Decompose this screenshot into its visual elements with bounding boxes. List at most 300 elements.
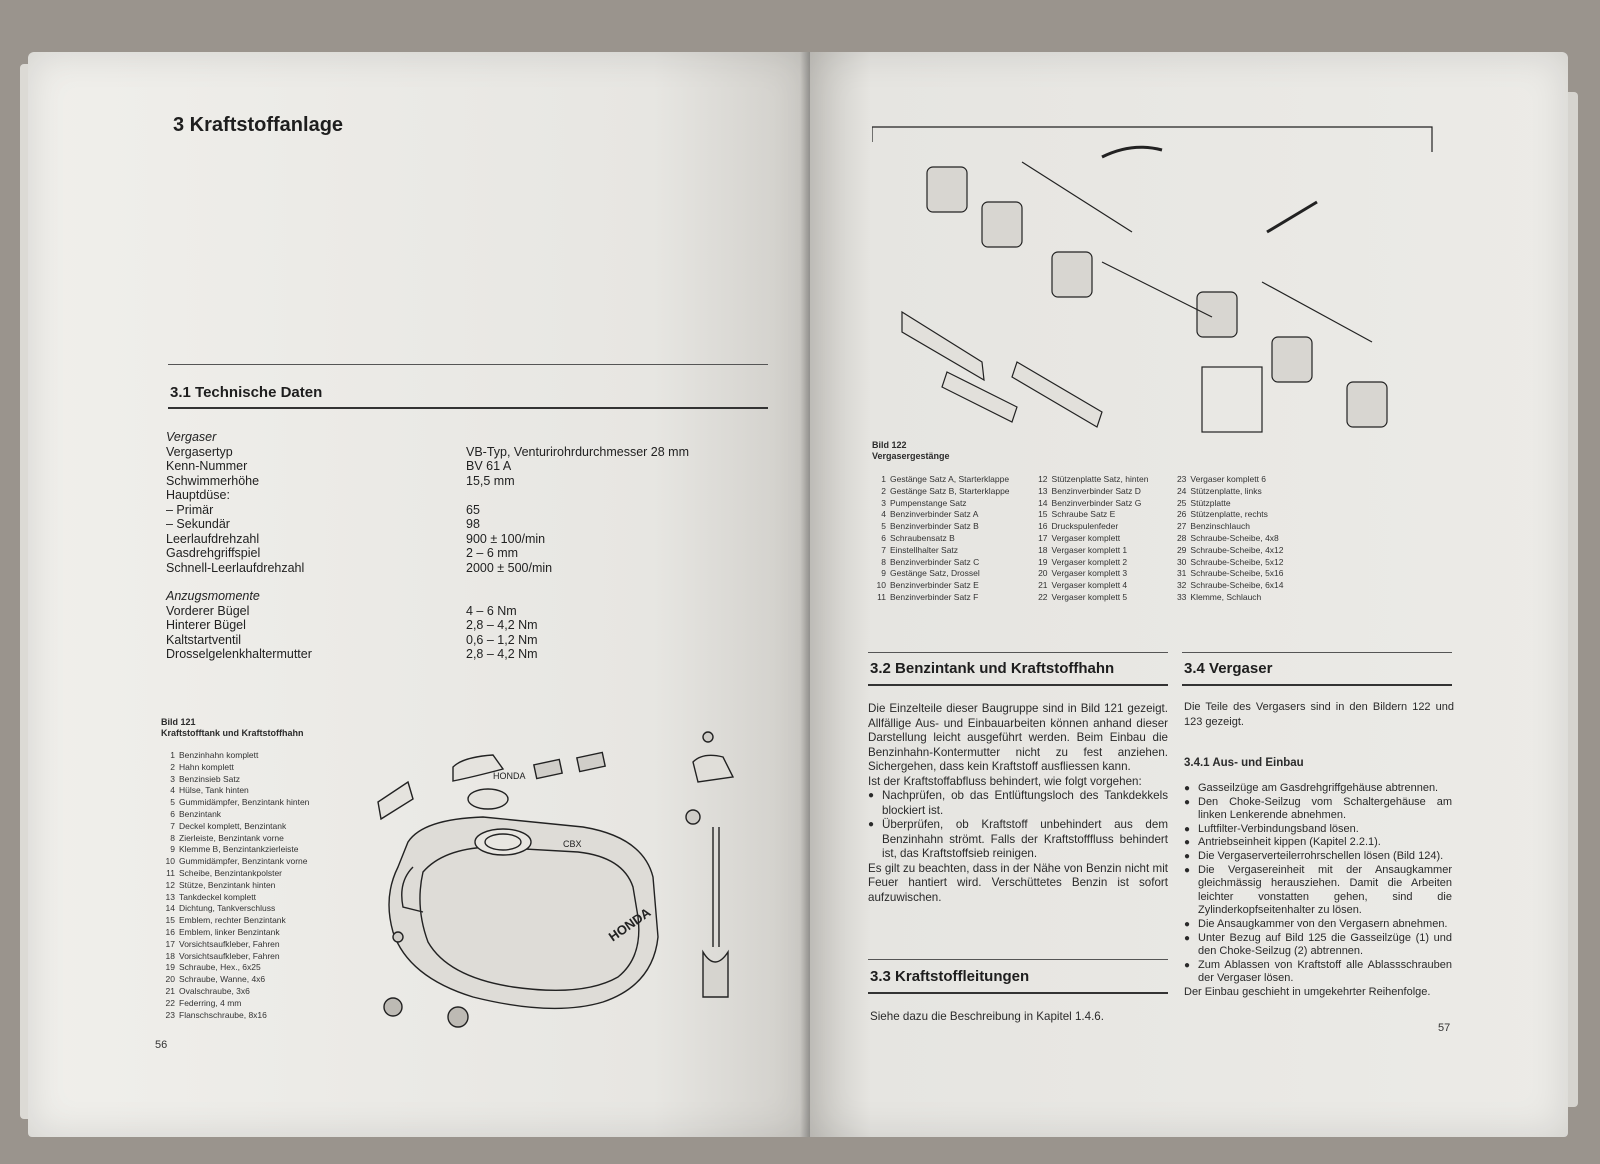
- legend-text: Benzinverbinder Satz E: [890, 580, 979, 591]
- linkage-rod-1: [1022, 162, 1132, 232]
- legend-text: Schraube, Hex., 6x25: [179, 962, 261, 973]
- legend-number: 27: [1176, 521, 1187, 532]
- legend-text: Schraube-Scheibe, 6x14: [1190, 580, 1284, 591]
- legend-text: Vergaser komplett 3: [1051, 568, 1128, 579]
- legend-number: 20: [165, 974, 175, 985]
- legend-item: [872, 568, 1010, 580]
- legend-item: [161, 892, 309, 904]
- legend-number: 14: [165, 903, 175, 914]
- legend-item: [161, 1010, 309, 1022]
- carburetor-2: [982, 202, 1022, 247]
- legend-text: Emblem, rechter Benzintank: [179, 915, 286, 926]
- tech-label: Hinterer Bügel: [166, 618, 246, 632]
- legend-number: 17: [165, 938, 175, 949]
- legend-item: [161, 797, 309, 809]
- tech-row: [166, 633, 726, 648]
- legend-text: Dichtung, Tankverschluss: [179, 903, 276, 914]
- legend-text: Schraube, Wanne, 4x6: [179, 974, 266, 985]
- legend-column: [872, 474, 1010, 604]
- bullet-item: ● Die Vergasereinheit mit der Ansaugkammer gleichmässig herausziehen. Damit die Arbeiten leichter vonstatten gehen, sind die Zylinderkopfseitenhalter zu lösen.: [1184, 864, 1452, 918]
- legend-number: 12: [165, 879, 175, 890]
- tech-row: [166, 430, 726, 445]
- legend-text: Schraube-Scheibe, 4x12: [1190, 544, 1284, 555]
- legend-number: 16: [165, 926, 175, 937]
- legend-item: [1172, 474, 1283, 486]
- support-plate-right: [1012, 362, 1102, 427]
- legend-item: [1034, 533, 1149, 545]
- fuel-hose-2: [1267, 202, 1317, 232]
- legend-number: 25: [1176, 497, 1187, 508]
- legend-number: 11: [166, 867, 175, 878]
- legend-item: [1172, 509, 1283, 521]
- tech-row: [166, 589, 726, 604]
- tech-label: Gasdrehgriffspiel: [166, 546, 261, 560]
- legend-item: [161, 750, 309, 762]
- section-33-rule: [868, 992, 1168, 994]
- legend-item: [161, 821, 309, 833]
- carburetor-1: [927, 167, 967, 212]
- legend-item: [872, 533, 1010, 545]
- rubber-damper: [686, 810, 700, 824]
- legend-text: Hahn komplett: [179, 761, 234, 772]
- legend-item: [161, 951, 309, 963]
- tech-row: [166, 517, 726, 532]
- legend-item: [872, 486, 1010, 498]
- tech-row: [166, 647, 726, 662]
- tech-value: [466, 575, 726, 589]
- legend-item: [161, 939, 309, 951]
- legend-item: [161, 974, 309, 986]
- carburetor-5: [1272, 337, 1312, 382]
- legend-item: [1172, 498, 1283, 510]
- legend-text: Benzinschlauch: [1190, 521, 1250, 532]
- legend-number: 18: [165, 950, 175, 961]
- legend-item: [161, 986, 309, 998]
- legend-text: Hülse, Tank hinten: [179, 785, 249, 796]
- section-32-body: [868, 702, 1168, 905]
- legend-number: 22: [165, 997, 175, 1008]
- warning-sticker-2: [577, 752, 605, 771]
- tech-label: Kaltstartventil: [166, 632, 242, 647]
- tank-brand-label: HONDA: [493, 771, 526, 781]
- tech-value: BV 61 A: [466, 459, 512, 473]
- right-page: [810, 52, 1568, 1137]
- section-341-title: 3.4.1 Aus- und Einbau: [1184, 757, 1304, 769]
- section-rule-top: [168, 364, 768, 365]
- legend-text: Schraube-Scheibe, 5x16: [1190, 568, 1284, 579]
- legend-text: Ovalschraube, 3x6: [179, 985, 250, 996]
- legend-item: [161, 785, 309, 797]
- legend-item: [161, 809, 309, 821]
- fig121-number: Bild 121: [161, 717, 196, 727]
- legend-number: 7: [170, 820, 175, 831]
- detail-box: [1202, 367, 1262, 432]
- legend-item: [1034, 498, 1149, 510]
- legend-text: Klemme B, Benzintankzierleiste: [179, 844, 299, 855]
- legend-text: Gummidämpfer, Benzintank vorne: [179, 856, 308, 867]
- legend-item: [161, 833, 309, 845]
- tank-badge-label: CBX: [563, 839, 582, 849]
- legend-number: 21: [1038, 580, 1048, 591]
- legend-item: [872, 545, 1010, 557]
- section-34-title: 3.4 Vergaser: [1184, 660, 1273, 677]
- tech-row: [166, 546, 726, 561]
- legend-item: [1034, 486, 1149, 498]
- legend-number: 9: [170, 844, 175, 855]
- fuel-hose: [1102, 147, 1162, 157]
- bullet-item: ● Die Ansaugkammer von den Vergasern abnehmen.: [1184, 918, 1452, 932]
- tech-row: [166, 532, 726, 547]
- legend-text: Benzinsieb Satz: [179, 773, 240, 784]
- legend-item: [161, 856, 309, 868]
- legend-text: Klemme, Schlauch: [1190, 591, 1262, 602]
- bullet-item: ● Unter Bezug auf Bild 125 die Gasseilzüge (1) und den Choke-Seilzug (2) abtrennen.: [1184, 932, 1452, 959]
- bullet-item: ● Zum Ablassen von Kraftstoff alle Ablassschrauben der Vergaser lösen.: [1184, 959, 1452, 986]
- legend-text: Benzinverbinder Satz F: [890, 591, 979, 602]
- legend-item: [1172, 580, 1283, 592]
- tech-row: [166, 474, 726, 489]
- legend-text: Gestänge Satz B, Starterklappe: [890, 485, 1010, 496]
- legend-number: 20: [1038, 568, 1048, 579]
- rear-bracket: [693, 755, 733, 782]
- legend-number: 9: [881, 568, 886, 579]
- bullet-item: ● Die Vergaserverteilerrohrschellen lösen (Bild 124).: [1184, 850, 1452, 864]
- fig122-legend: [872, 474, 1284, 604]
- legend-text: Benzinverbinder Satz G: [1051, 497, 1142, 508]
- chapter-title: 3 Kraftstoffanlage: [173, 114, 344, 136]
- tech-label: Drosselgelenkhaltermutter: [166, 647, 312, 661]
- legend-text: Vergaser komplett 6: [1190, 474, 1267, 484]
- legend-text: Federring, 4 mm: [179, 997, 242, 1008]
- legend-text: Vorsichtsaufkleber, Fahren: [179, 950, 280, 961]
- carburetor-4: [1197, 292, 1237, 337]
- bullet-item: ● Luftfilter-Verbindungsband lösen.: [1184, 823, 1452, 837]
- tech-value: [466, 488, 726, 503]
- tech-data-table: [166, 430, 726, 662]
- legend-text: Benzinhahn komplett: [179, 750, 259, 760]
- legend-number: 21: [165, 985, 175, 996]
- tech-label: Schnell-Leerlaufdrehzahl: [166, 560, 305, 575]
- legend-number: 5: [881, 521, 886, 532]
- legend-number: 3: [170, 773, 175, 784]
- legend-column: [1034, 474, 1149, 604]
- legend-text: Benzinverbinder Satz C: [890, 556, 980, 567]
- legend-item: [1172, 557, 1283, 569]
- legend-text: Vergaser komplett 2: [1051, 556, 1128, 567]
- section-32-intro: Ist der Kraftstoffabfluss behindert, wie folgt vorgehen:: [868, 774, 1142, 788]
- legend-text: Benzintank: [179, 808, 222, 819]
- trim-strip-part: [378, 782, 413, 819]
- fig122-number: Bild 122: [872, 440, 907, 450]
- legend-number: 1: [881, 474, 886, 484]
- legend-item: [161, 880, 309, 892]
- section-33-title: 3.3 Kraftstoffleitungen: [870, 968, 1030, 985]
- fig122-title: Vergasergestänge: [872, 451, 950, 461]
- legend-item: [1034, 568, 1149, 580]
- section-rule: [168, 407, 768, 409]
- legend-item: [872, 474, 1010, 486]
- tech-label: Schwimmerhöhe: [166, 473, 260, 488]
- section-34-rule-top: [1182, 652, 1452, 653]
- legend-text: Vergaser komplett 1: [1051, 544, 1128, 555]
- legend-number: 22: [1038, 591, 1048, 602]
- section-32-rule-top: [868, 652, 1168, 653]
- page-number-left: 56: [155, 1039, 168, 1051]
- legend-text: Benzinverbinder Satz B: [890, 521, 979, 532]
- legend-item: [1034, 557, 1149, 569]
- tech-row: [166, 575, 726, 589]
- legend-number: 23: [165, 1009, 175, 1020]
- legend-number: 14: [1038, 497, 1048, 508]
- legend-number: 13: [1038, 485, 1048, 496]
- legend-item: [872, 592, 1010, 604]
- tech-value: 0,6 – 1,2 Nm: [466, 632, 538, 647]
- tech-label: Vorderer Bügel: [166, 603, 250, 618]
- legend-item: [161, 903, 309, 915]
- tech-row: [166, 503, 726, 518]
- legend-number: 24: [1176, 485, 1187, 496]
- legend-item: [1172, 592, 1283, 604]
- legend-item: [161, 774, 309, 786]
- legend-number: 11: [877, 591, 886, 602]
- legend-text: Stützenplatte, rechts: [1190, 509, 1268, 520]
- section-341-end: Der Einbau geschieht in umgekehrter Reihenfolge.: [1184, 985, 1431, 998]
- tech-value: [466, 430, 726, 445]
- section-31-title: 3.1 Technische Daten: [170, 384, 323, 401]
- fig122-caption: [872, 440, 950, 462]
- open-book: [28, 52, 1568, 1137]
- fig121-diagram: [353, 707, 793, 1047]
- tech-value: 2,8 – 4,2 Nm: [466, 618, 538, 632]
- legend-number: 3: [881, 497, 886, 508]
- legend-number: 1: [170, 750, 175, 760]
- legend-number: 5: [170, 797, 175, 808]
- tech-label: Kenn-Nummer: [166, 459, 248, 473]
- legend-column: [161, 750, 309, 1021]
- tech-row: [166, 604, 726, 619]
- legend-column: [1172, 474, 1283, 604]
- linkage-rod-2: [1102, 262, 1212, 317]
- clamp-part: [393, 932, 403, 942]
- tech-value: [466, 589, 726, 604]
- legend-text: Vergaser komplett: [1051, 532, 1121, 543]
- fig121-caption: [161, 717, 304, 739]
- section-34-text: Die Teile des Vergasers sind in den Bildern 122 und 123 gezeigt.: [1184, 701, 1454, 728]
- legend-item: [1172, 533, 1283, 545]
- damper-top: [703, 732, 713, 742]
- legend-text: Schraubensatz B: [890, 532, 955, 543]
- fuel-tap-body: [703, 952, 728, 997]
- legend-item: [161, 998, 309, 1010]
- legend-item: [872, 509, 1010, 521]
- legend-number: 29: [1176, 544, 1187, 555]
- section-34-rule: [1182, 684, 1452, 686]
- fig122-diagram: [872, 122, 1462, 442]
- tech-label: – Sekundär: [166, 517, 230, 531]
- tank-emblem-label: HONDA: [605, 904, 654, 945]
- legend-number: 2: [881, 485, 886, 496]
- legend-text: Vergaser komplett 5: [1051, 591, 1128, 602]
- legend-text: Gestänge Satz A, Starterklappe: [890, 474, 1010, 484]
- tech-row: [166, 459, 726, 474]
- tech-row: [166, 618, 726, 633]
- legend-item: [161, 915, 309, 927]
- legend-item: [1034, 545, 1149, 557]
- tech-label: – Primär: [166, 502, 214, 517]
- section-32-rule: [868, 684, 1168, 686]
- legend-number: 28: [1176, 532, 1187, 543]
- legend-item: [1034, 592, 1149, 604]
- legend-text: Gestänge Satz, Drossel: [890, 568, 980, 579]
- legend-text: Schraube Satz E: [1051, 509, 1116, 520]
- fig121-title: Kraftstofftank und Kraftstoffhahn: [161, 728, 304, 738]
- bullet-item: ● Antriebseinheit kippen (Kapitel 2.2.1).: [1184, 836, 1452, 850]
- legend-text: Tankdeckel komplett: [179, 891, 257, 902]
- damper-front-1: [384, 998, 402, 1016]
- legend-item: [161, 962, 309, 974]
- legend-text: Schraube-Scheibe, 4x8: [1190, 532, 1279, 543]
- section-341-bullets: [1184, 782, 1452, 986]
- legend-number: 8: [881, 556, 886, 567]
- legend-text: Pumpenstange Satz: [890, 497, 967, 508]
- tech-label: Vergasertyp: [166, 444, 233, 459]
- tech-row: [166, 561, 726, 576]
- tech-value: 2000 ± 500/min: [466, 560, 553, 575]
- tech-label: Leerlaufdrehzahl: [166, 531, 260, 546]
- legend-number: 16: [1038, 521, 1048, 532]
- legend-text: Stützenplatte Satz, hinten: [1051, 474, 1149, 484]
- support-plate-left: [902, 312, 984, 380]
- legend-number: 30: [1176, 556, 1187, 567]
- legend-number: 15: [165, 915, 175, 926]
- legend-number: 10: [876, 580, 886, 591]
- tech-label: Anzugsmomente: [166, 589, 260, 603]
- section-32-warning: Es gilt zu beachten, dass in der Nähe von Benzin nicht mit Feuer hantiert wird. Verschüttetes Benzin ist sofort aufzuwischen.: [868, 861, 1168, 904]
- legend-item: [161, 868, 309, 880]
- section-33-text: Siehe dazu die Beschreibung in Kapitel 1.4.6.: [870, 1010, 1104, 1023]
- tech-label: Hauptdüse:: [166, 488, 230, 502]
- legend-item: [1034, 521, 1149, 533]
- legend-number: 13: [165, 891, 175, 902]
- legend-item: [1034, 580, 1149, 592]
- legend-number: 33: [1176, 591, 1187, 602]
- legend-number: 10: [165, 856, 175, 867]
- legend-number: 7: [881, 544, 886, 555]
- section-341-body: [1184, 782, 1452, 1000]
- legend-item: [872, 580, 1010, 592]
- legend-text: Stützenplatte, links: [1190, 485, 1262, 496]
- section-32-bullets: [868, 789, 1168, 862]
- tech-value: 900 ± 100/min: [466, 531, 546, 546]
- legend-number: 18: [1038, 544, 1048, 555]
- legend-text: Vorsichtsaufkleber, Fahren: [179, 938, 280, 949]
- bullet-item: ● Nachprüfen, ob das Entlüftungsloch des Tankdekkels blockiert ist.: [868, 789, 1168, 818]
- legend-number: 26: [1176, 509, 1187, 520]
- legend-item: [161, 762, 309, 774]
- legend-text: Stütze, Benzintank hinten: [179, 879, 276, 890]
- carburetor-6: [1347, 382, 1387, 427]
- legend-item: [1172, 545, 1283, 557]
- damper-front-2: [448, 1007, 468, 1027]
- bullet-item: ● Gasseilzüge am Gasdrehgriffgehäuse abtrennen.: [1184, 782, 1452, 796]
- tank-filler-opening: [475, 829, 531, 855]
- legend-number: 19: [1038, 556, 1048, 567]
- legend-number: 4: [881, 509, 886, 520]
- tech-value: VB-Typ, Venturirohrdurchmesser 28 mm: [466, 444, 689, 459]
- legend-text: Scheibe, Benzintankpolster: [179, 867, 283, 878]
- section-32-title: 3.2 Benzintank und Kraftstoffhahn: [870, 660, 1115, 677]
- legend-item: [1172, 521, 1283, 533]
- linkage-rod-3: [1262, 282, 1372, 342]
- legend-item: [872, 557, 1010, 569]
- legend-number: 2: [170, 761, 175, 772]
- legend-number: 6: [881, 532, 886, 543]
- legend-number: 17: [1038, 532, 1048, 543]
- legend-item: [872, 521, 1010, 533]
- legend-item: [161, 927, 309, 939]
- section-32-paragraph: Die Einzelteile dieser Baugruppe sind in Bild 121 gezeigt. Allfällige Aus- und Einbauarbeiten können anhand dieser Darstellung leicht ausgeführt werden. Beim Einbau die Benzinhahn-Kontermutter nicht zu fest anziehen. Sichergehen, dass kein Kraftstoff ausfliessen kann.: [868, 702, 1168, 773]
- legend-text: Stützplatte: [1190, 497, 1231, 508]
- carburetor-3: [1052, 252, 1092, 297]
- legend-number: 15: [1038, 509, 1048, 520]
- bullet-item: ● Den Choke-Seilzug vom Schaltergehäuse am linken Lenkerende abnehmen.: [1184, 796, 1452, 823]
- legend-item: [161, 844, 309, 856]
- legend-text: Druckspulenfeder: [1051, 521, 1119, 532]
- legend-number: 19: [165, 962, 175, 973]
- warning-sticker-1: [534, 759, 562, 778]
- bullet-item: ● Überprüfen, ob Kraftstoff unbehindert aus dem Benzinhahn strömt. Falls der Kraftstofffluss behindert ist, das Kraftstoffsieb reinigen.: [868, 818, 1168, 862]
- legend-text: Flanschschraube, 8x16: [179, 1009, 267, 1020]
- legend-item: [872, 498, 1010, 510]
- legend-text: Benzinverbinder Satz A: [890, 509, 979, 520]
- legend-text: Gummidämpfer, Benzintank hinten: [179, 797, 310, 808]
- tech-label: Vergaser: [166, 430, 217, 444]
- left-page: [28, 52, 810, 1137]
- legend-number: 6: [170, 808, 175, 819]
- tech-label: [166, 575, 466, 589]
- legend-item: [1034, 474, 1149, 486]
- legend-text: Vergaser komplett 4: [1051, 580, 1128, 591]
- page-number-right: 57: [1438, 1022, 1451, 1034]
- tech-row: [166, 445, 726, 460]
- tech-row: [166, 488, 726, 503]
- tech-value: 2 – 6 mm: [466, 546, 519, 560]
- tech-value: 98: [466, 517, 480, 531]
- tech-value: 65: [466, 502, 480, 517]
- section-33-rule-top: [868, 959, 1168, 960]
- legend-text: Benzinverbinder Satz D: [1051, 485, 1141, 496]
- legend-text: Schraube-Scheibe, 5x12: [1190, 556, 1284, 567]
- tech-value: 4 – 6 Nm: [466, 603, 517, 618]
- legend-text: Einstellhalter Satz: [890, 544, 959, 555]
- support-plate: [942, 372, 1017, 422]
- legend-text: Deckel komplett, Benzintank: [179, 820, 287, 831]
- tank-cap-gasket: [468, 789, 508, 809]
- legend-number: 8: [170, 832, 175, 843]
- legend-text: Zierleiste, Benzintank vorne: [179, 832, 284, 843]
- legend-item: [1172, 486, 1283, 498]
- legend-number: 31: [1176, 568, 1187, 579]
- fig121-legend: [161, 750, 309, 1021]
- legend-number: 23: [1176, 474, 1187, 484]
- tech-value: 15,5 mm: [466, 473, 515, 488]
- legend-number: 32: [1176, 580, 1187, 591]
- legend-text: Emblem, linker Benzintank: [179, 926, 280, 937]
- legend-number: 12: [1038, 474, 1048, 484]
- tech-value: 2,8 – 4,2 Nm: [466, 647, 538, 661]
- legend-number: 4: [170, 785, 175, 796]
- legend-item: [1034, 509, 1149, 521]
